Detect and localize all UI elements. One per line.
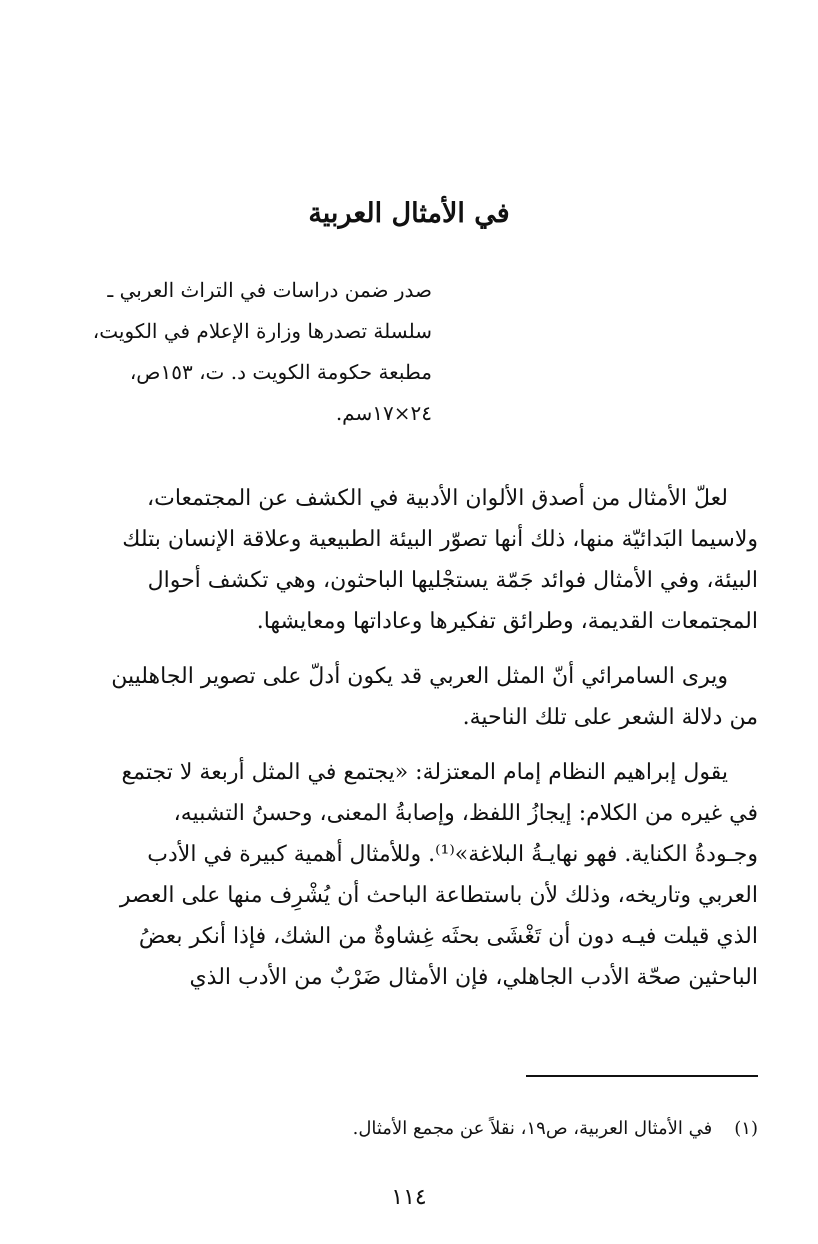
text-line: الذي قيلت فيـه دون أن تَغْشَى بحثَه غِشاوةٌ من الشك، فإذا أنكر بعضُ (138, 924, 758, 949)
text-line: من دلالة الشعر على تلك الناحية. (462, 705, 758, 730)
page-title: في الأمثال العربية (308, 198, 510, 229)
source-line: مطبعة حكومة الكويت د. ت، ١٥٣ص، (129, 360, 432, 384)
body-text (60, 478, 758, 1012)
paragraph (60, 752, 758, 998)
text-line: المجتمعات القديمة، وطرائق تفكيرها وعاداتها ومعايشها. (256, 609, 758, 634)
text-line: العربي وتاريخه، وذلك لأن باستطاعة الباحث أن يُشْرِف منها على العصر (119, 883, 758, 908)
text-line: ويرى السامرائي أنّ المثل العربي قد يكون أدلّ على تصوير الجاهليين (111, 664, 728, 689)
footnote-divider (526, 1075, 758, 1077)
source-line: سلسلة تصدرها وزارة الإعلام في الكويت، (92, 319, 432, 343)
text-line: لعلّ الأمثال من أصدق الألوان الأدبية في الكشف عن المجتمعات، (147, 486, 728, 511)
text-line: وجـودةُ الكناية. فهو نهايـةُ البلاغة»⁽¹⁾. وللأمثال أهمية كبيرة في الأدب (147, 842, 758, 867)
paragraph (60, 478, 758, 642)
text-line: البيئة، وفي الأمثال فوائد جَمّة يستجْليها الباحثون، وهي تكشف أحوال (147, 568, 758, 593)
text-line: الباحثين صحّة الأدب الجاهلي، فإن الأمثال ضَرْبٌ من الأدب الذي (189, 965, 758, 990)
text-line: ولاسيما البَدائيّة منها، ذلك أنها تصوّر البيئة الطبيعية وعلاقة الإنسان بتلك (122, 527, 758, 552)
source-note (32, 270, 432, 434)
footnote-text: في الأمثال العربية، ص١٩، نقلاً عن مجمع الأمثال. (352, 1118, 713, 1139)
paragraph (60, 656, 758, 738)
page-number: ١١٤ (391, 1185, 427, 1210)
footnote (60, 1111, 758, 1147)
text-line: يقول إبراهيم النظام إمام المعتزلة: «يجتمع في المثل أربعة لا تجتمع (121, 760, 728, 785)
footnote-number: (١) (734, 1118, 758, 1139)
text-line: في غيره من الكلام: إيجازُ اللفظ، وإصابةُ المعنى، وحسنُ التشبيه، (173, 801, 758, 826)
source-line: صدر ضمن دراسات في التراث العربي ـ (107, 278, 432, 302)
source-line: ٢٤×١٧سم. (335, 401, 432, 425)
